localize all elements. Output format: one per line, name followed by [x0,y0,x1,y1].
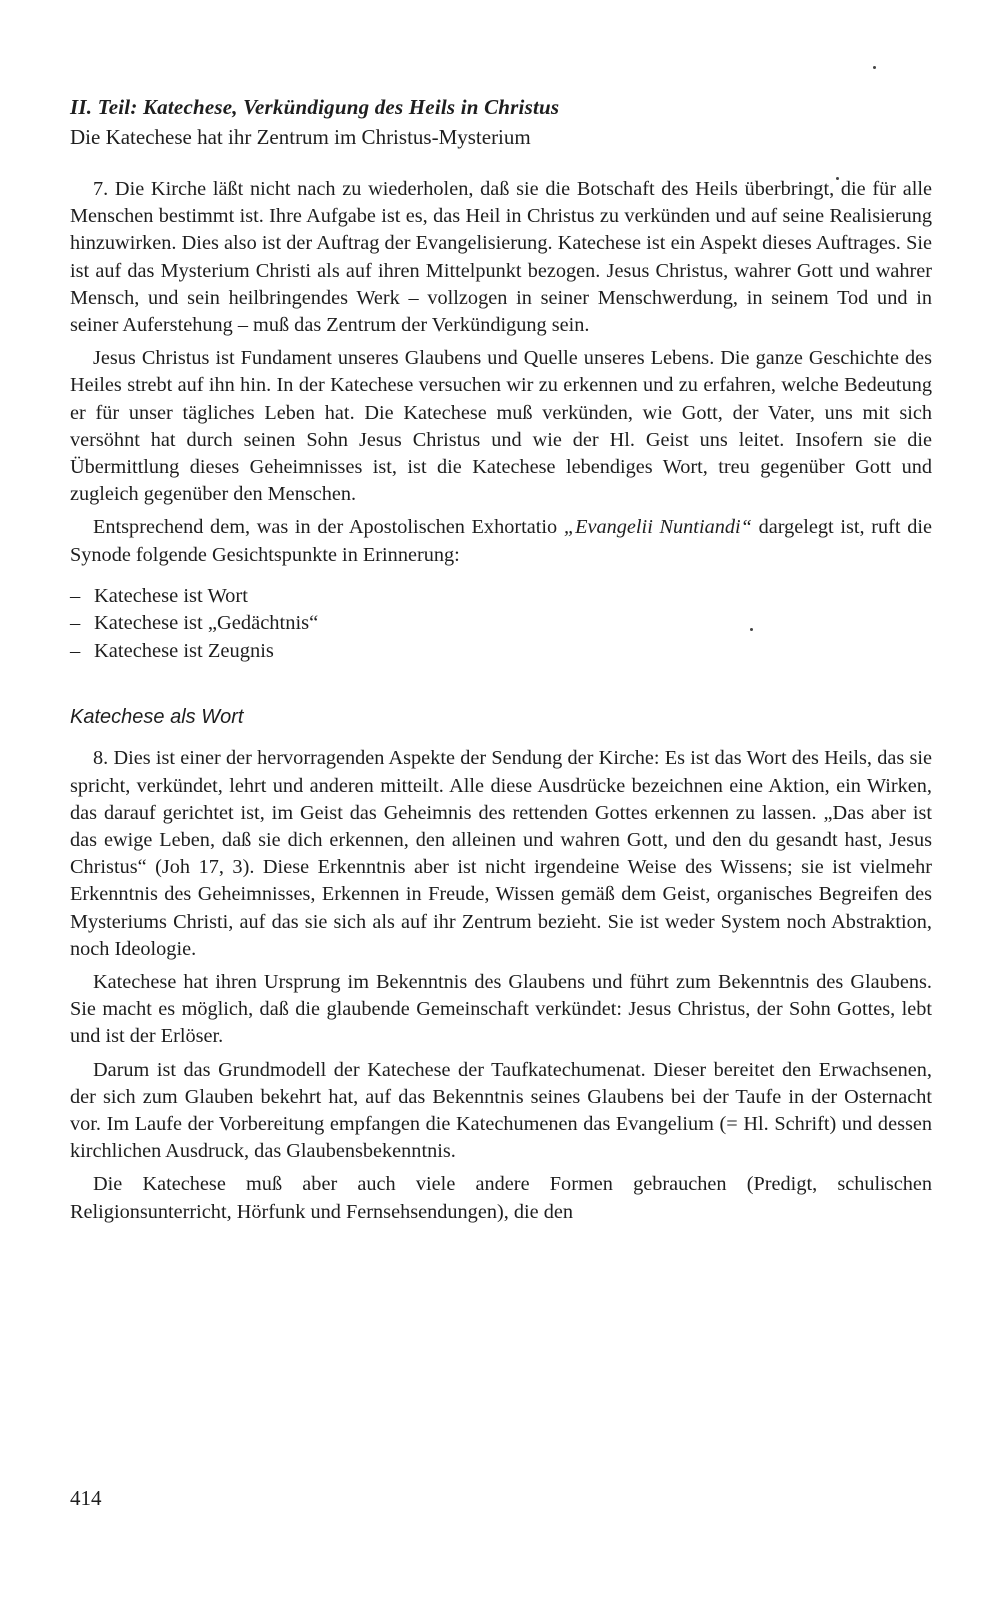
scan-speck [873,66,876,69]
paragraph-7: 7. Die Kirche läßt nicht nach zu wiederholen, daß sie die Botschaft des Heils überbringt, die für alle Menschen bestimmt ist. Ihre Aufgabe ist es, das Heil in Christus zu verkünden und auf seine Realisierung hinzuwirken. Dies also ist der Auftrag der Evangelisierung. Katechese ist ein Aspekt dieses Auftrages. Sie ist auf das Mysterium Christi als auf ihren Mittelpunkt bezogen. Jesus Christus, wahrer Gott und wahrer Mensch, und sein heilbringendes Werk – vollzogen in seiner Menschwerdung, in seinem Tod und in seiner Auferstehung – muß das Zentrum der Verkündigung sein. [70,178,932,337]
exhortatio-title: „Evangelii Nuntiandi“ [563,516,752,539]
exhortatio-text-before: Entsprechend dem, was in der Apostolischen Exhortatio [93,516,564,539]
chapter-subtitle: Die Katechese hat ihr Zentrum im Christus-Mysterium [70,125,531,149]
paragraph-catechumenate: Darum ist das Grundmodell der Katechese der Taufkatechumenat. Dieser bereitet den Erwachsenen, der sich zum Glauben bekehrt hat, auf das Bekenntnis seines Glaubens bei der Taufe in der Osternacht vor. Im Laufe der Vorbereitung empfangen die Katechumenen das Evangelium (= Hl. Schrift) und dessen kirchlichen Ausdruck, das Glaubensbekenntnis. [70,1058,932,1163]
paragraph-other-forms: Die Katechese muß aber auch viele andere Formen gebrauchen (Predigt, schulischen Religionsunterricht, Hörfunk und Fernsehsendungen), die den [70,1173,932,1223]
list-item-text: Katechese ist „Gedächtnis“ [94,612,319,635]
dash-marker: – [70,639,81,662]
paragraph-8: 8. Dies ist einer der hervorragenden Aspekte der Sendung der Kirche: Es ist das Wort des Heils, das sie spricht, verkündet, lehrt und anderen mitteilt. Alle diese Ausdrücke bezeichnen eine Aktion, ein Wirken, das darauf gerichtet ist, im Geist das Geheimnis des rettenden Gottes erkennen zu lassen. „Das aber ist das ewige Leben, daß sie dich erkennen, den alleinen und wahren Gott, und den du gesandt hast, Jesus Christus“ (Joh 17, 3). Diese Erkenntnis aber ist nicht irgendeine Weise des Wissens; sie ist vielmehr Erkenntnis des Geheimnisses, Erkennen in Freude, Wissen gemäß dem Geist, organisches Begreifen des Mysteriums Christi, auf das sie sich als auf ihr Zentrum bezieht. Sie ist weder System noch Abstraktion, noch Ideologie. [70,747,932,960]
page-number: 414 [70,1486,102,1510]
list-item-text: Katechese ist Zeugnis [94,639,274,662]
section-title: Katechese als Wort [70,706,244,729]
exhortatio-text-after: dargelegt ist, ruft die Synode folgende Gesichtspunkte in Erinnerung: [70,516,932,566]
list-item [70,638,932,666]
aspects-list [70,583,932,666]
paragraph-christ-foundation: Jesus Christus ist Fundament unseres Glaubens und Quelle unseres Lebens. Die ganze Geschichte des Heiles strebt auf ihn hin. In der Katechese versuchen wir zu erkennen und zu erfahren, welche Bedeutung er für unser tägliches Leben hat. Die Katechese muß verkünden, wie Gott, der Vater, uns mit sich versöhnt hat durch seinen Sohn Jesus Christus und wie der Hl. Geist uns leitet. Insofern sie die Übermittlung dieses Geheimnisses ist, ist die Katechese lebendiges Wort, treu gegenüber Gott und zugleich gegenüber den Menschen. [70,347,932,506]
list-item [70,583,932,611]
part-title: II. Teil: Katechese, Verkündigung des Heils in Christus [70,95,560,119]
paragraph-exhortatio [70,514,932,568]
paragraph-confession: Katechese hat ihren Ursprung im Bekenntnis des Glaubens und führt zum Bekenntnis des Glaubens. Sie macht es möglich, daß die glaubende Gemeinschaft verkündet: Jesus Christus, der Sohn Gottes, lebt und ist der Erlöser. [70,970,932,1048]
dash-marker: – [70,612,81,635]
list-item-text: Katechese ist Wort [94,584,248,607]
dash-marker: – [70,584,81,607]
list-item [70,610,932,638]
document-page [70,92,932,1572]
